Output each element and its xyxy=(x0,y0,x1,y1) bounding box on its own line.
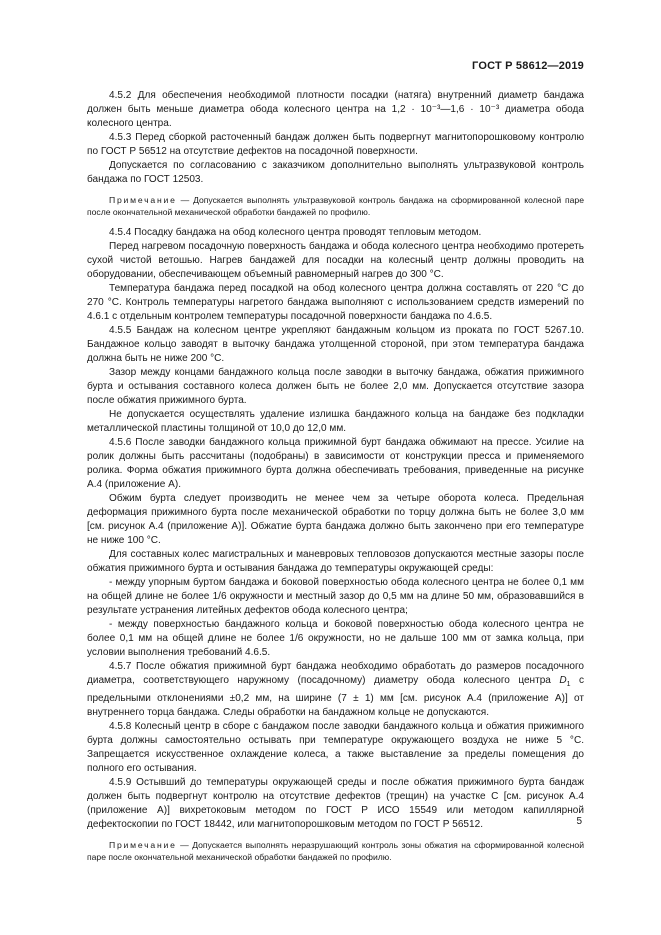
list-item-gap-1: - между упорным буртом бандажа и боковой поверхностью обода колесного центра не более 0,1 мм на общей длине не более 1/6 окружности и местный зазор до 0,5 мм на длине 50 мм, образовавшийся в результате устранения литейных дефектов обода колесного центра; xyxy=(87,576,584,616)
paragraph-4-5-5-gap: Зазор между концами бандажного кольца после заводки в выточку бандажа, обжатия прижимного бурта и остывания составного колеса должен быть не более 2,0 мм. Допускается отсутствие зазора после обжатия прижимного бурта. xyxy=(87,366,584,406)
note-1-label: Примечание xyxy=(109,195,177,205)
paragraph-4-5-3-extra: Допускается по согласованию с заказчиком дополнительно выполнять ультразвуковой контроль бандажа по ГОСТ 12503. xyxy=(87,160,584,185)
paragraph-4-5-8: 4.5.8 Колесный центр в сборе с бандажом после заводки бандажного кольца и обжатия прижимного бурта должны самостоятельно остывать при температуре окружающего воздуха не ниже 5 °С. Запрещается искусственное охлаждение колеса, а также выставление за пределы помещения до полного его остывания. xyxy=(87,720,584,774)
paragraph-4-5-7-end: с предельными отклонениями ±0,2 мм, на ширине (7 ± 1) мм [см. рисунок А.4 (приложение А)] от внутреннего торца бандажа. Следы обработки на бандажном кольце не допускаются. xyxy=(87,674,584,718)
list-item-gap-2: - между поверхностью бандажного кольца и боковой поверхностью обода колесного центра не более 0,1 мм на общей длине не более 1/6 окружности, но не дальше 100 мм от замка кольца, при условии выполнения требований 4.6.5. xyxy=(87,618,584,658)
paragraph-4-5-4: 4.5.4 Посадку бандажа на обод колесного центра проводят тепловым методом. xyxy=(109,226,482,238)
paragraph-4-5-5-removal: Не допускается осуществлять удаление излишка бандажного кольца на бандаже без подкладки металлической пластины толщиной от 10,0 до 12,0 мм. xyxy=(87,408,584,434)
paragraph-4-5-6-locomotives: Для составных колес магистральных и маневровых тепловозов допускаются местные зазоры после обжатия прижимного бурта и остывания бандажа до температуры окружающей среды: xyxy=(87,548,584,574)
paragraph-4-5-5: 4.5.5 Бандаж на колесном центре укрепляют бандажным кольцом из проката по ГОСТ 5267.10. Бандажное кольцо заводят в выточку бандажа утолщенной стороной, при этом температура бандажа должна быть не ниже 200 °С. xyxy=(87,324,584,364)
paragraph-4-5-7-start: 4.5.7 После обжатия прижимной бурт бандажа необходимо обработать до размеров посадочного диаметра, соответствующего наружному (посадочному) диаметру обода колесного центра xyxy=(87,660,584,686)
paragraph-4-5-4-heating: Перед нагревом посадочную поверхность бандажа и обода колесного центра необходимо протереть сухой чистой ветошью. Нагрев бандажей для посадки на колесный центр должны проводить на оборудовании, обеспечивающем объемный равномерный нагрев до 300 °С. xyxy=(87,240,584,280)
page-number: 5 xyxy=(576,816,582,827)
paragraph-4-5-6: 4.5.6 После заводки бандажного кольца прижимной бурт бандажа обжимают на прессе. Усилие на ролик должны быть рассчитаны (подобраны) в зависимости от конструкции пресса и применяемого ролика. Форма обжатия прижимного бурта должна обеспечивать требования, приведенные на рисунке А.4 (приложение А). xyxy=(87,436,584,490)
paragraph-4-5-3: 4.5.3 Перед сборкой расточенный бандаж должен быть подвергнут магнитопорошковому контролю по ГОСТ Р 56512 на отсутствие дефектов на посадочной поверхности. xyxy=(87,132,584,157)
note-2 xyxy=(87,839,584,864)
paragraph-4-5-9: 4.5.9 Остывший до температуры окружающей среды и после обжатия прижимного бурта бандаж должен быть подвергнут контролю на отсутствие дефектов (трещин) на участке С [см. рисунок А.4 (приложение А)] вихретоковым методом по ГОСТ Р ИСО 15549 или методом капиллярной дефектоскопии по ГОСТ 18442, или магнитопорошковым методом по ГОСТ Р 56512. xyxy=(87,776,584,830)
standard-designation: ГОСТ Р 58612—2019 xyxy=(472,60,584,72)
note-1-text: — Допускается выполнять ультразвуковой контроль бандажа на сформированной колесной паре после окончательной механической обработки бандажей по профилю. xyxy=(87,195,584,218)
note-2-text: — Допускается выполнять неразрушающий контроль зоны обжатия на сформированной колесной паре после окончательной механической обработки бандажей по профилю. xyxy=(87,839,584,863)
diameter-symbol: D xyxy=(559,674,567,686)
page-body xyxy=(87,89,584,871)
paragraph-4-5-4-temperature: Температура бандажа перед посадкой на обод колесного центра должна составлять от 220 °С до 270 °С. Контроль температуры нагретого бандажа выполняют с использованием средств измерений по 4.6.1 с отдельным контролем температуры посадочной поверхности бандажа по 4.6.5. xyxy=(87,282,584,322)
paragraph-4-5-2: 4.5.2 Для обеспечения необходимой плотности посадки (натяга) внутренний диаметр бандажа должен быть меньше диаметра обода колесного центра на 1,2 · 10⁻³—1,6 · 10⁻³ диаметра обода колесного центра. xyxy=(87,90,584,129)
note-2-label: Примечание xyxy=(109,839,177,850)
note-1 xyxy=(87,194,584,219)
diameter-subscript: 1 xyxy=(566,680,571,688)
paragraph-4-5-7 xyxy=(87,660,584,720)
paragraph-4-5-6-crimp: Обжим бурта следует производить не менее чем за четыре оборота колеса. Предельная деформация прижимного бурта после механической обработки по торцу должна быть не более 3,0 мм [см. рисунок А.4 (приложение А)]. Обжатие бурта бандажа должно быть закончено при его температуре не ниже 100 °С. xyxy=(87,492,584,546)
